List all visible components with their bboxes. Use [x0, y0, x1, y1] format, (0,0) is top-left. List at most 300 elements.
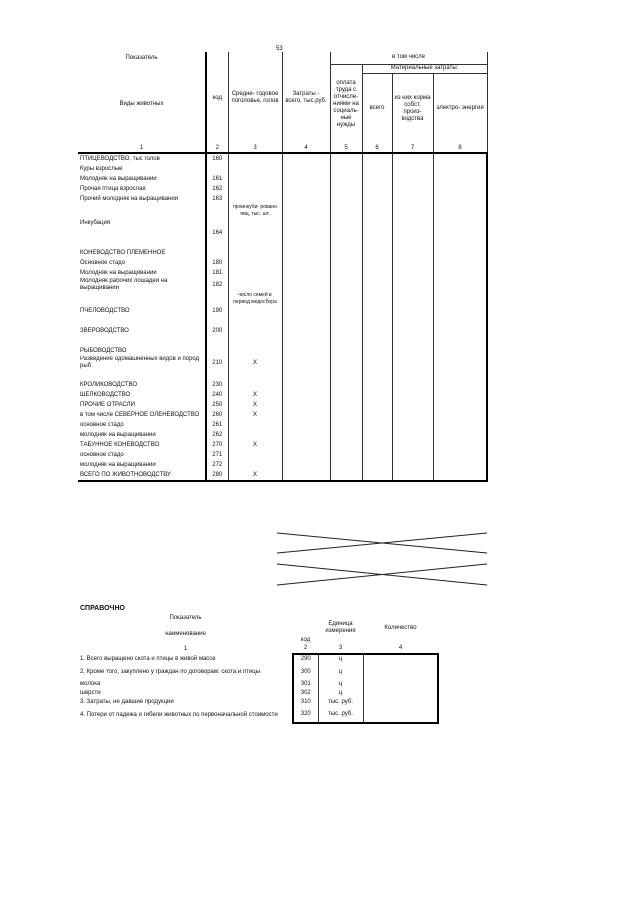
- table-row: [78, 204, 487, 218]
- row-electricity[interactable]: [433, 460, 487, 470]
- table-row: [78, 400, 487, 410]
- row-name: [78, 204, 206, 218]
- row-labor[interactable]: [330, 248, 362, 258]
- row-feed-own[interactable]: [392, 400, 433, 410]
- row-avg-heads: [228, 336, 282, 346]
- header-animal-types: Виды животных: [78, 64, 206, 144]
- row-electricity[interactable]: [433, 228, 487, 238]
- row-costs-total[interactable]: [282, 336, 330, 346]
- row-electricity[interactable]: [433, 326, 487, 336]
- row-electricity[interactable]: [433, 370, 487, 380]
- ref-row-unit: ц: [318, 654, 363, 664]
- header-including: в том числе: [330, 52, 487, 64]
- row-feed-total[interactable]: [362, 204, 392, 218]
- row-labor[interactable]: [330, 228, 362, 238]
- row-costs-total[interactable]: [282, 258, 330, 268]
- header-indicator: Показатель: [78, 52, 206, 64]
- row-feed-total[interactable]: [362, 306, 392, 316]
- row-feed-total[interactable]: [362, 410, 392, 420]
- row-feed-total[interactable]: [362, 346, 392, 356]
- row-costs-total[interactable]: [282, 153, 330, 164]
- livestock-cost-table: [78, 52, 488, 482]
- row-code: [206, 316, 228, 326]
- ref-row-unit: тыс. руб.: [318, 707, 363, 723]
- row-name: Молодняк на выращивании: [78, 268, 206, 278]
- row-feed-own[interactable]: [392, 420, 433, 430]
- colnum-1: 1: [78, 144, 206, 153]
- row-costs-total[interactable]: [282, 174, 330, 184]
- row-feed-total[interactable]: [362, 336, 392, 346]
- table-row: [78, 707, 438, 723]
- row-feed-own[interactable]: [392, 470, 433, 481]
- row-costs-total[interactable]: [282, 400, 330, 410]
- row-feed-total[interactable]: [362, 400, 392, 410]
- ref-row-code: 290: [293, 654, 318, 664]
- row-feed-own[interactable]: [392, 370, 433, 380]
- row-name: Молодняк рабочих лошадей на выращивании: [78, 278, 206, 292]
- row-avg-heads: [228, 218, 282, 228]
- row-feed-total[interactable]: [362, 268, 392, 278]
- row-feed-total[interactable]: [362, 470, 392, 481]
- row-feed-total[interactable]: [362, 460, 392, 470]
- row-name: [78, 370, 206, 380]
- colnum-8: 8: [433, 144, 487, 153]
- row-electricity[interactable]: [433, 356, 487, 370]
- row-feed-total[interactable]: [362, 238, 392, 248]
- row-electricity[interactable]: [433, 174, 487, 184]
- row-feed-own[interactable]: [392, 184, 433, 194]
- row-name: ТАБУННОЕ КОНЕВОДСТВО: [78, 440, 206, 450]
- row-electricity[interactable]: [433, 346, 487, 356]
- row-feed-own[interactable]: [392, 356, 433, 370]
- row-avg-heads: X: [228, 410, 282, 420]
- row-labor[interactable]: [330, 470, 362, 481]
- row-feed-total[interactable]: [362, 430, 392, 440]
- row-feed-total[interactable]: [362, 153, 392, 164]
- table-row: [78, 380, 487, 390]
- row-feed-own[interactable]: [392, 218, 433, 228]
- row-electricity[interactable]: [433, 470, 487, 481]
- ref-header-name: наименование: [165, 630, 206, 637]
- row-labor[interactable]: [330, 356, 362, 370]
- table-row: [78, 268, 487, 278]
- row-labor[interactable]: [330, 410, 362, 420]
- row-feed-total[interactable]: [362, 228, 392, 238]
- row-costs-total[interactable]: [282, 356, 330, 370]
- table-row: [78, 336, 487, 346]
- row-avg-heads: [228, 184, 282, 194]
- header-feed-own: из них корма собст. произ- водства: [392, 73, 433, 144]
- table-row: [78, 698, 438, 707]
- row-electricity[interactable]: [433, 278, 487, 292]
- row-name: [78, 292, 206, 306]
- row-code: 250: [206, 400, 228, 410]
- row-avg-heads: X: [228, 440, 282, 450]
- table-row: [78, 689, 438, 698]
- row-code: 181: [206, 268, 228, 278]
- row-electricity[interactable]: [433, 218, 487, 228]
- row-costs-total[interactable]: [282, 470, 330, 481]
- row-code: [206, 164, 228, 174]
- row-code: 161: [206, 174, 228, 184]
- row-labor[interactable]: [330, 346, 362, 356]
- ref-row-code: 310: [293, 698, 318, 707]
- row-costs-total[interactable]: [282, 430, 330, 440]
- row-feed-own[interactable]: [392, 410, 433, 420]
- row-labor[interactable]: [330, 258, 362, 268]
- row-electricity[interactable]: [433, 400, 487, 410]
- row-avg-heads: проинкуби- ровано яиц, тыс. шт.: [228, 204, 282, 218]
- row-labor[interactable]: [330, 380, 362, 390]
- table-row: [78, 218, 487, 228]
- row-feed-own[interactable]: [392, 268, 433, 278]
- row-feed-own[interactable]: [392, 450, 433, 460]
- row-costs-total[interactable]: [282, 194, 330, 204]
- row-electricity[interactable]: [433, 204, 487, 218]
- row-feed-total[interactable]: [362, 164, 392, 174]
- row-avg-heads: [228, 370, 282, 380]
- row-code: 261: [206, 420, 228, 430]
- row-labor[interactable]: [330, 292, 362, 306]
- row-avg-heads: X: [228, 400, 282, 410]
- row-costs-total[interactable]: [282, 218, 330, 228]
- row-costs-total[interactable]: [282, 380, 330, 390]
- table-row: [78, 164, 487, 174]
- row-labor[interactable]: [330, 336, 362, 346]
- row-labor[interactable]: [330, 238, 362, 248]
- row-avg-heads: [228, 268, 282, 278]
- row-name: КРОЛИКОВОДСТВО: [78, 380, 206, 390]
- colnum-2: 2: [206, 144, 228, 153]
- row-electricity[interactable]: [433, 380, 487, 390]
- row-feed-own[interactable]: [392, 258, 433, 268]
- ref-row-name: 1. Всего выращено скота и птицы в живой массе: [80, 655, 216, 662]
- row-electricity[interactable]: [433, 164, 487, 174]
- row-feed-total[interactable]: [362, 218, 392, 228]
- row-name: ЗВЕРОВОДСТВО: [78, 326, 206, 336]
- row-electricity[interactable]: [433, 184, 487, 194]
- table-row: [78, 356, 487, 370]
- ref-colnum-4: 4: [398, 645, 403, 651]
- header-avg-heads: Средне- годовое поголовье, голов: [228, 52, 282, 144]
- row-avg-heads: число семей в период медосбора: [228, 292, 282, 306]
- row-feed-own[interactable]: [392, 380, 433, 390]
- row-code: 260: [206, 410, 228, 420]
- row-avg-heads: [228, 430, 282, 440]
- row-feed-own[interactable]: [392, 460, 433, 470]
- row-electricity[interactable]: [433, 390, 487, 400]
- row-name: молодняк на выращивании: [78, 430, 206, 440]
- row-code: 164: [206, 228, 228, 238]
- row-labor[interactable]: [330, 440, 362, 450]
- row-feed-total[interactable]: [362, 356, 392, 370]
- row-avg-heads: [228, 164, 282, 174]
- colnum-5: 5: [330, 144, 362, 153]
- row-feed-own[interactable]: [392, 278, 433, 292]
- row-labor[interactable]: [330, 174, 362, 184]
- table-row: [78, 390, 487, 400]
- ref-row-quantity[interactable]: [363, 654, 438, 664]
- table-row: [78, 654, 438, 664]
- row-feed-total[interactable]: [362, 194, 392, 204]
- row-labor[interactable]: [330, 306, 362, 316]
- table-row: [78, 278, 487, 292]
- row-feed-own[interactable]: [392, 228, 433, 238]
- row-name: Прочий молодняк на выращивании: [78, 194, 206, 204]
- row-labor[interactable]: [330, 450, 362, 460]
- row-name: основное стадо: [78, 450, 206, 460]
- row-feed-total[interactable]: [362, 278, 392, 292]
- row-electricity[interactable]: [433, 248, 487, 258]
- row-costs-total[interactable]: [282, 204, 330, 218]
- row-feed-total[interactable]: [362, 174, 392, 184]
- row-costs-total[interactable]: [282, 292, 330, 306]
- ref-header-unit: Единица измерения: [325, 621, 356, 634]
- row-costs-total[interactable]: [282, 228, 330, 238]
- row-costs-total[interactable]: [282, 164, 330, 174]
- row-avg-heads: [228, 228, 282, 238]
- header-labor: оплата труда с отчисле- ниями на социаль- ные нужды: [330, 64, 362, 144]
- row-feed-own[interactable]: [392, 194, 433, 204]
- row-name: ШЕЛКОВОДСТВО: [78, 390, 206, 400]
- row-code: 270: [206, 440, 228, 450]
- row-name: ПТИЦЕВОДСТВО, тыс голов: [78, 153, 206, 164]
- row-feed-total[interactable]: [362, 380, 392, 390]
- row-labor[interactable]: [330, 390, 362, 400]
- row-feed-total[interactable]: [362, 390, 392, 400]
- header-costs-total: Затраты - всего, тыс.руб.: [282, 52, 330, 144]
- row-costs-total[interactable]: [282, 390, 330, 400]
- cross-line: [277, 533, 487, 553]
- row-name: [78, 336, 206, 346]
- row-electricity[interactable]: [433, 316, 487, 326]
- row-avg-heads: [228, 194, 282, 204]
- row-costs-total[interactable]: [282, 184, 330, 194]
- table-row: [78, 680, 438, 689]
- row-feed-own[interactable]: [392, 326, 433, 336]
- row-labor[interactable]: [330, 184, 362, 194]
- row-feed-total[interactable]: [362, 258, 392, 268]
- row-feed-own[interactable]: [392, 153, 433, 164]
- row-labor[interactable]: [330, 316, 362, 326]
- row-name: ПРОЧИЕ ОТРАСЛИ: [78, 400, 206, 410]
- row-name: Куры взрослые: [78, 164, 206, 174]
- row-code: [206, 292, 228, 306]
- row-feed-own[interactable]: [392, 248, 433, 258]
- row-electricity[interactable]: [433, 258, 487, 268]
- row-name: Прочая птица взрослая: [78, 184, 206, 194]
- row-name: в том числе СЕВЕРНОЕ ОЛЕНЕВОДСТВО: [78, 410, 206, 420]
- row-labor[interactable]: [330, 194, 362, 204]
- row-name: [78, 228, 206, 238]
- table-row: [78, 346, 487, 356]
- ref-header-indicator: Показатель: [169, 614, 202, 621]
- row-code: 162: [206, 184, 228, 194]
- ref-row-name: молока: [80, 681, 101, 687]
- row-labor[interactable]: [330, 420, 362, 430]
- row-name: Разведение одомашненных видов и пород рыб: [78, 356, 206, 370]
- cross-line: [277, 533, 487, 553]
- row-electricity[interactable]: [433, 194, 487, 204]
- row-avg-heads: [228, 450, 282, 460]
- ref-row-quantity[interactable]: [363, 707, 438, 723]
- reference-table: [78, 612, 439, 724]
- table-row: [78, 306, 487, 316]
- row-costs-total[interactable]: [282, 238, 330, 248]
- table-row: [78, 460, 487, 470]
- row-electricity[interactable]: [433, 440, 487, 450]
- row-feed-total[interactable]: [362, 184, 392, 194]
- row-feed-own[interactable]: [392, 164, 433, 174]
- row-electricity[interactable]: [433, 268, 487, 278]
- row-code: [206, 248, 228, 258]
- row-code: 190: [206, 306, 228, 316]
- row-costs-total[interactable]: [282, 440, 330, 450]
- row-feed-total[interactable]: [362, 370, 392, 380]
- row-electricity[interactable]: [433, 292, 487, 306]
- row-avg-heads: X: [228, 470, 282, 481]
- row-name: [78, 238, 206, 248]
- ref-row-quantity[interactable]: [363, 680, 438, 689]
- row-costs-total[interactable]: [282, 420, 330, 430]
- table-row: [78, 153, 487, 164]
- row-feed-own[interactable]: [392, 390, 433, 400]
- row-code: [206, 238, 228, 248]
- ref-row-unit: ц: [318, 664, 363, 680]
- header-code: код: [206, 52, 228, 144]
- row-name: [78, 316, 206, 326]
- row-avg-heads: X: [228, 390, 282, 400]
- row-labor[interactable]: [330, 153, 362, 164]
- row-code: 200: [206, 326, 228, 336]
- row-electricity[interactable]: [433, 336, 487, 346]
- row-name: Инкубация: [78, 218, 206, 228]
- table-row: [78, 370, 487, 380]
- ref-row-unit: тыс. руб.: [318, 698, 363, 707]
- row-electricity[interactable]: [433, 410, 487, 420]
- row-code: [206, 346, 228, 356]
- table-row: [78, 420, 487, 430]
- ref-row-quantity[interactable]: [363, 698, 438, 707]
- row-feed-own[interactable]: [392, 306, 433, 316]
- ref-row-unit: ц: [318, 680, 363, 689]
- row-avg-heads: X: [228, 356, 282, 370]
- row-feed-own[interactable]: [392, 204, 433, 218]
- row-costs-total[interactable]: [282, 450, 330, 460]
- ref-row-name: 3. Затраты, не давшие продукции: [80, 699, 174, 705]
- row-electricity[interactable]: [433, 450, 487, 460]
- ref-row-name: 2. Кроме того, закуплено у граждан по договорам: скота и птицы: [80, 668, 261, 675]
- row-feed-total[interactable]: [362, 420, 392, 430]
- row-costs-total[interactable]: [282, 410, 330, 420]
- row-costs-total[interactable]: [282, 306, 330, 316]
- row-feed-own[interactable]: [392, 430, 433, 440]
- ref-row-quantity[interactable]: [363, 689, 438, 698]
- row-avg-heads: [228, 326, 282, 336]
- row-avg-heads: [228, 258, 282, 268]
- header-feed-total: всего: [362, 73, 392, 144]
- row-electricity[interactable]: [433, 306, 487, 316]
- table-row: [78, 292, 487, 306]
- row-feed-own[interactable]: [392, 238, 433, 248]
- row-feed-own[interactable]: [392, 346, 433, 356]
- row-avg-heads: [228, 460, 282, 470]
- ref-row-code: 302: [293, 689, 318, 698]
- row-labor[interactable]: [330, 430, 362, 440]
- table-row: [78, 238, 487, 248]
- table-row: [78, 258, 487, 268]
- table-row: [78, 248, 487, 258]
- row-costs-total[interactable]: [282, 370, 330, 380]
- row-code: [206, 218, 228, 228]
- ref-header-quantity: Количество: [384, 624, 417, 631]
- row-feed-own[interactable]: [392, 440, 433, 450]
- row-avg-heads: [228, 278, 282, 292]
- table-row: [78, 664, 438, 680]
- row-code: [206, 204, 228, 218]
- row-costs-total[interactable]: [282, 316, 330, 326]
- row-labor[interactable]: [330, 218, 362, 228]
- row-feed-total[interactable]: [362, 440, 392, 450]
- row-code: 271: [206, 450, 228, 460]
- row-feed-total[interactable]: [362, 326, 392, 336]
- row-costs-total[interactable]: [282, 460, 330, 470]
- row-feed-own[interactable]: [392, 316, 433, 326]
- row-labor[interactable]: [330, 164, 362, 174]
- row-name: КОНЕВОДСТВО ПЛЕМЕННОЕ: [78, 248, 206, 258]
- row-feed-own[interactable]: [392, 336, 433, 346]
- row-electricity[interactable]: [433, 420, 487, 430]
- row-feed-own[interactable]: [392, 174, 433, 184]
- row-electricity[interactable]: [433, 238, 487, 248]
- ref-row-quantity[interactable]: [363, 664, 438, 680]
- row-costs-total[interactable]: [282, 248, 330, 258]
- row-labor[interactable]: [330, 278, 362, 292]
- row-name: Молодняк на выращивании: [78, 174, 206, 184]
- row-code: 262: [206, 430, 228, 440]
- header-electricity: электро- энергия: [433, 73, 487, 144]
- ref-row-code: 320: [293, 707, 318, 723]
- ref-colnum-2: 2: [303, 645, 308, 651]
- row-name: молодняк на выращивании: [78, 460, 206, 470]
- row-code: 240: [206, 390, 228, 400]
- row-labor[interactable]: [330, 370, 362, 380]
- row-feed-total[interactable]: [362, 248, 392, 258]
- row-feed-total[interactable]: [362, 450, 392, 460]
- row-labor[interactable]: [330, 204, 362, 218]
- row-avg-heads: [228, 238, 282, 248]
- table-row: [78, 184, 487, 194]
- row-labor[interactable]: [330, 268, 362, 278]
- row-costs-total[interactable]: [282, 278, 330, 292]
- ref-row-code: 300: [293, 664, 318, 680]
- row-feed-own[interactable]: [392, 292, 433, 306]
- cross-line: [277, 564, 487, 585]
- row-costs-total[interactable]: [282, 346, 330, 356]
- row-electricity[interactable]: [433, 153, 487, 164]
- row-costs-total[interactable]: [282, 268, 330, 278]
- row-labor[interactable]: [330, 460, 362, 470]
- row-avg-heads: [228, 153, 282, 164]
- table-row: [78, 450, 487, 460]
- row-costs-total[interactable]: [282, 326, 330, 336]
- row-labor[interactable]: [330, 326, 362, 336]
- row-feed-total[interactable]: [362, 316, 392, 326]
- colnum-6: 6: [362, 144, 392, 153]
- row-electricity[interactable]: [433, 430, 487, 440]
- row-labor[interactable]: [330, 400, 362, 410]
- row-feed-total[interactable]: [362, 292, 392, 306]
